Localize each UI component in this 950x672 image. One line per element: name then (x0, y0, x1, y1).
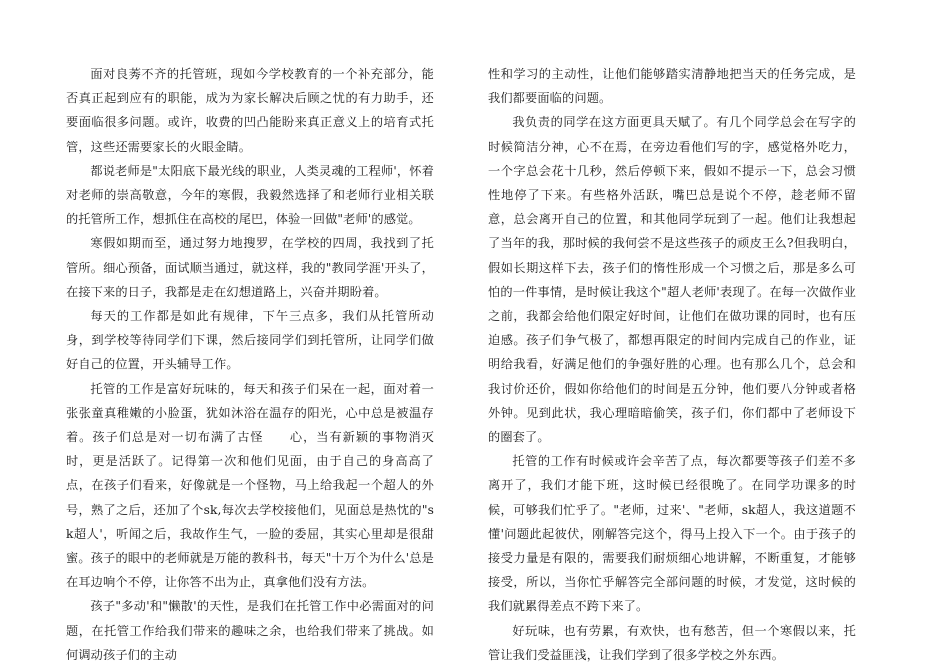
paragraph: 面对良莠不齐的托管班，现如今学校教育的一个补充部分，能否真正起到应有的职能，成为为家长解决后顾之忧的有力助手，还要面临很多问题。或许，收费的凹凸能盼来真正意义上的培育式托管，这些还需要家长的火眼金睛。 (66, 67, 434, 154)
left-column (66, 62, 434, 667)
paragraph: 托管的工作是富好玩味的，每天和孩子们呆在一起，面对着一张张童真稚嫩的小脸蛋，犹如沐浴在温存的阳光，心中总是被温存着。孩子们总是对一切布满了古怪 心，当有新颖的事物消灭时，更是活跃了。记得第一次和他们见面，由于自己的身高高了点，在孩子们看来，好像就是一个怪物，马上给我起一个超人的外号，熟了之后，还加了个sk,每次去学校接他们，见面总是热忱的"sk超人'，听闻之后，我故作生气，一脸的委屈，其实心里却是很甜蜜。孩子的眼中的老师就是万能的教科书，每天"十万个为什么'总是在耳边响个不停，让你答不出为止，真拿他们没有方法。 (66, 381, 434, 590)
paragraph: 每天的工作都是如此有规律，下午三点多，我们从托管所动身，到学校等待同学们下课，然后接同学们到托管所，让同学们做好自己的位置，开头辅导工作。 (66, 309, 434, 372)
paragraph-continuation: 性和学习的主动性，让他们能够踏实清静地把当天的任务完成，是我们都要面临的问题。 (488, 67, 856, 106)
paragraph: 寒假如期而至，通过努力地搜罗，在学校的四周，我找到了托管所。细心预备，面试顺当通过，就这样，我的"教同学涯'开头了，在接下来的日子，我都是走在幻想道路上，兴奋并期盼着。 (66, 236, 434, 299)
paragraph: 托管的工作有时候或许会辛苦了点，每次都要等孩子们差不多离开了，我们才能下班，这时候已经很晚了。在同学功课多的时候，可够我们忙乎了。"老师，过来'、"老师，sk超人，我这道题不懂'问题此起彼伏，刚解答完这个，得马上投入下一个。由于孩子的接受力量是有限的，需要我们耐烦细心地讲解，不断重复，才能够接受，所以，当你忙乎解答完全部问题的时候，才发觉，这时候的我们就累得差点不跨下来了。 (488, 454, 856, 614)
paragraph: 孩子"多动'和"懒散'的天性，是我们在托管工作中必需面对的问题，在托管工作给我们带来的趣味之余，也给我们带来了挑战。如何调动孩子们的主动 (66, 599, 434, 662)
paragraph: 好玩味，也有劳累，有欢快，也有愁苦，但一个寒假以来，托管让我们受益匪浅，让我们学到了很多学校之外东西。 (488, 623, 856, 662)
right-column (488, 62, 856, 667)
paragraph: 我负责的同学在这方面更具天赋了。有几个同学总会在写字的时候简洁分神，心不在焉，在旁边看他们写的字，感觉格外吃力，一个字总会花十几秒，然后停顿下来，假如不提示一下，总会习惯性地停了下来。有些格外活跃，嘴巴总是说个不停，趁老师不留意，总会离开自己的位置，和其他同学玩到了一起。他们让我想起了当年的我，那时候的我何尝不是这些孩子的顽皮王么?但我明白，假如长期这样下去，孩子们的惰性形成一个习惯之后，那是多么可怕的一件事情，是时候让我这个"超人老师'表现了。在每一次做作业之前，我都会给他们限定好时间，让他们在做功课的同时，也有压迫感。孩子们争气极了，都想再限定的时间内完成自己的作业，证明给我看，好满足他们的争强好胜的心理。也有那么几个，总会和我讨价还价，假如你给他们的时间是五分钟，他们要八分钟或者格外钟。见到此状，我心理暗暗偷笑，孩子们，你们都中了老师设下的圈套了。 (488, 115, 856, 445)
paragraph: 都说老师是"太阳底下最光线的职业，人类灵魂的工程师'，怀着对老师的崇高敬意，今年的寒假，我毅然选择了和老师行业相关联的托管所工作，想抓住在高校的尾巴，体验一回做"老师'的感觉。 (66, 163, 434, 227)
